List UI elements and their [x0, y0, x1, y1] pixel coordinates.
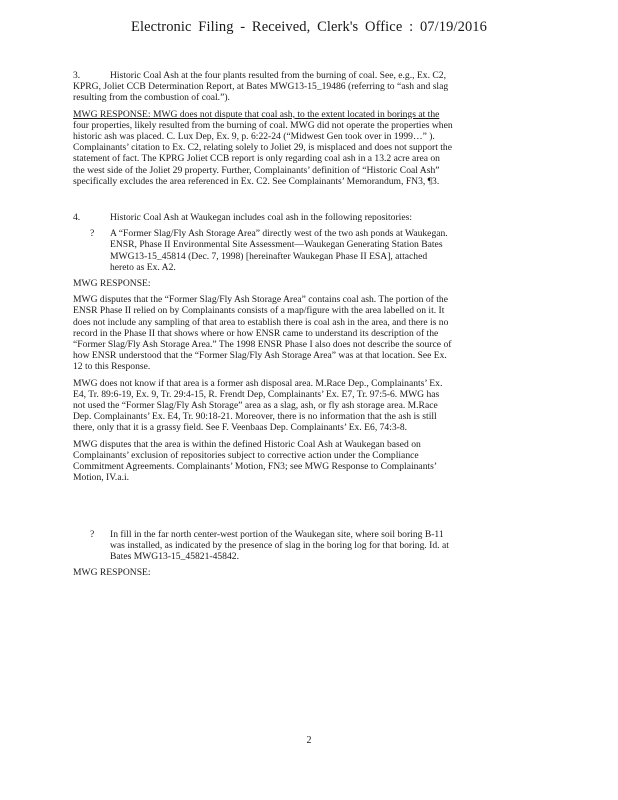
- response-b-heading: MWG RESPONSE:: [73, 567, 151, 579]
- page-number: 2: [306, 735, 312, 746]
- item-3-response-text: four properties, likely resulted from the burning of coal. MWG did not operate the properties when historic ash was placed. C. Lux Dep, Ex. 9, p. 6:22-24 (“Midwest Gen took over in 1999…” ). Complainants’ citation to Ex. C2, relating solely to Joliet 29, is misplaced and does not support the statement of fact. The KPRG Joliet CCB report is only regarding coal ash in a 13.2 acre area on the west side of the Joliet 29 property. Further, Complainants’ definition of “Historic Coal Ash” specifically excludes the area referenced in Ex. C2. See Complainants’ Memorandum, FN3, ¶3.: [73, 119, 453, 187]
- bullet-infill-text: In fill in the far north center-west portion of the Waukegan site, where soil boring B-11 was installed, as indicated by the presence of slag in the boring log for that boring. Id. at Bates MWG13-15_45821-45842.: [110, 528, 449, 562]
- item-3-text: Historic Coal Ash at the four plants resulted from the burning of coal. See, e.g., Ex. C2, KPRG, Joliet CCB Determination Report, at Bates MWG13-15_19486 (referring to “ash and slag resulting from the combustion of coal.”).: [73, 70, 449, 104]
- bullet-former-slag-text: A “Former Slag/Fly Ash Storage Area” directly west of the two ash ponds at Waukegan. ENSR, Phase II Environmental Site Assessment—Waukegan Generating Station Bates MWG13-15_45814 (Dec. 7, 1998) [hereinafter Waukegan Phase II ESA], attached hereto as Ex. A2.: [110, 228, 448, 273]
- item-3-response: [73, 109, 453, 187]
- response-a-paragraph-1: MWG disputes that the “Former Slag/Fly Ash Storage Area” contains coal ash. The portion of the ENSR Phase II relied on by Complainants consists of a map/figure with the area labelled on it. It does not include any sampling of that area to establish there is coal ash in the area, and there is no record in the Phase II that shows where or how ENSR came to understand its description of the “Former Slag/Fly Ash Storage Area.” The 1998 ENSR Phase I also does not describe the source of how ENSR understood that the “Former Slag/Fly Ash Storage Area” was at that location. See Ex. 12 to this Response.: [73, 294, 452, 373]
- document-body: [73, 70, 453, 583]
- bullet-infill-boring-b11: [73, 529, 453, 563]
- item-4-text: Historic Coal Ash at Waukegan includes coal ash in the following repositories:: [110, 212, 412, 224]
- item-3: [73, 70, 453, 104]
- bullet-mark-icon: ?: [90, 228, 95, 240]
- item-4: [73, 212, 453, 223]
- bullet-former-slag-area: [73, 228, 453, 273]
- response-a-paragraph-2: MWG does not know if that area is a former ash disposal area. M.Race Dep., Complainants’ Ex. E4, Tr. 89:6-19, Ex. 9, Tr. 29:4-15, R. Frendt Dep, Complainants’ Ex. E7, Tr. 97:5-6. MWG has not used the “Former Slag/Fly Ash Storage” area as a slag, ash, or fly ash storage area. M.Race Dep. Complainants’ Ex. E4, Tr. 90:18-21. Moreover, there is no information that the ash is still there, only that it is a grassy field. See F. Veenbaas Dep. Complainants’ Ex. E6, 74:3-8.: [73, 377, 443, 434]
- bullet-mark-icon: ?: [90, 528, 95, 540]
- item-3-response-label: MWG RESPONSE: MWG does not dispute that coal ash, to the extent located in borings at the: [73, 108, 440, 120]
- response-a-paragraph-3: MWG disputes that the area is within the defined Historic Coal Ash at Waukegan based on Complainants’ exclusion of repositories subject to corrective action under the Compliance Commitment Agreements. Complainants’ Motion, FN3; see MWG Response to Complainants’ Motion, IV.a.i.: [73, 438, 437, 484]
- response-a-heading: MWG RESPONSE:: [73, 278, 151, 290]
- item-4-number: 4.: [73, 212, 81, 224]
- item-3-number: 3.: [73, 70, 81, 81]
- electronic-filing-header: Electronic Filing - Received, Clerk's Office : 07/19/2016: [130, 19, 488, 35]
